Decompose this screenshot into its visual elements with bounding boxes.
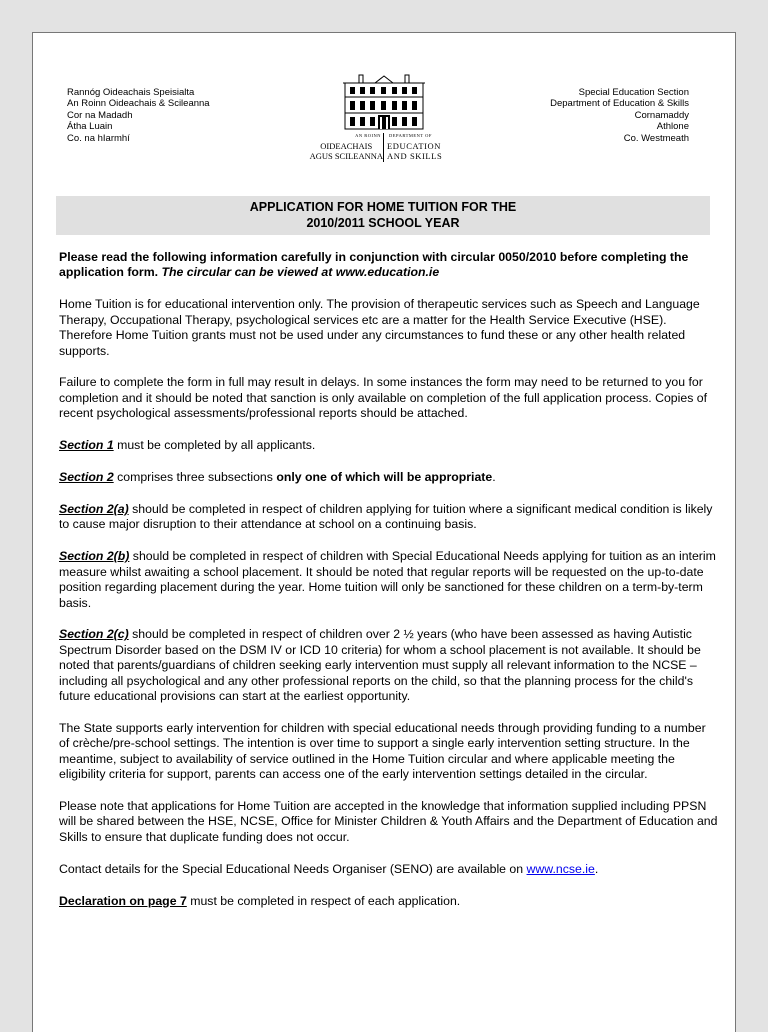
declaration-label: Declaration on page 7 xyxy=(59,893,187,908)
english-address-line: Athlone xyxy=(656,121,689,133)
section-1-label: Section 1 xyxy=(59,438,114,453)
irish-address-line: Átha Luain xyxy=(67,121,113,133)
section-2b-label: Section 2(b) xyxy=(59,549,130,564)
section-2a-label: Section 2(a) xyxy=(59,501,129,516)
contact-end: . xyxy=(594,861,599,876)
contact-paragraph xyxy=(59,862,719,877)
failure-to-complete-paragraph: Failure to complete the form in full may result in delays. In some instances the form may need to be returned to you for completion and it should be noted that sanction is only available on completion of the full application process. Copies of recent psychological assessments/professional reports should be attached. xyxy=(59,375,708,421)
section-2-end: . xyxy=(492,470,496,485)
english-address-line: Special Education Section xyxy=(578,87,689,98)
section-2b-paragraph xyxy=(59,549,719,611)
contact-text: Contact details for the Special Educational Needs Organiser (SENO) are available on xyxy=(59,861,527,876)
section-2a-text: should be completed in respect of children applying for tuition where a significant medical condition is likely to cause major disruption to their attendance at school on a continuing basis. xyxy=(59,501,713,532)
logo-divider xyxy=(383,133,384,162)
irish-address-line: Co. na hIarmhí xyxy=(67,132,130,144)
ncse-link[interactable]: www.ncse.ie xyxy=(526,861,595,876)
document-title xyxy=(56,196,710,235)
logo-small-irish: AN ROINN xyxy=(355,133,381,138)
department-logo xyxy=(309,73,459,173)
logo-small-english: DEPARTMENT OF xyxy=(389,133,432,138)
section-1-text: must be completed by all applicants. xyxy=(113,438,316,453)
section-2b-text: should be completed in respect of children with Special Educational Needs applying for tuition as an interim measure whilst awaiting a school placement. It should be noted that regular reports will be requested on the up-to-date position regarding placement during the year. Home tuition will only be sanctioned for these children on a term-by-term basis. xyxy=(59,549,716,610)
intro-circular-note: The circular can be viewed at www.education.ie xyxy=(161,265,440,280)
english-address-line: Co. Westmeath xyxy=(623,132,689,144)
title-line-2: 2010/2011 SCHOOL YEAR xyxy=(306,216,460,230)
section-2c-paragraph xyxy=(59,627,719,704)
section-2-emphasis: only one of which will be appropriate xyxy=(276,470,493,485)
declaration-text: must be completed in respect of each application. xyxy=(186,893,461,908)
section-2-label: Section 2 xyxy=(59,470,114,485)
irish-address-line: Cor na Madadh xyxy=(67,109,133,121)
irish-address xyxy=(67,87,210,144)
logo-irish-name xyxy=(310,141,383,161)
section-2a-paragraph xyxy=(59,502,719,533)
document-body xyxy=(59,250,719,926)
logo-english-line: AND SKILLS xyxy=(387,151,443,161)
logo-english-line: EDUCATION xyxy=(387,141,442,151)
logo-irish-line: AGUS SCILEANNA xyxy=(309,151,383,161)
government-building-icon xyxy=(341,73,427,131)
intro-bold-text: Please read the following information carefully in conjunction with circular 0050/2010 before completing the application form. xyxy=(59,250,689,280)
english-address-line: Cornamaddy xyxy=(634,109,689,121)
intro-paragraph xyxy=(59,250,719,281)
logo-irish-line: OIDEACHAIS xyxy=(320,141,373,151)
english-address xyxy=(550,87,689,144)
section-2c-label: Section 2(c) xyxy=(59,627,129,642)
declaration-paragraph xyxy=(59,894,719,909)
title-line-1: APPLICATION FOR HOME TUITION FOR THE xyxy=(249,200,517,214)
ppsn-sharing-paragraph: Please note that applications for Home Tuition are accepted in the knowledge that information supplied including PPSN will be shared between the HSE, NCSE, Office for Minister Children & Youth Affairs and the Department of Education and Skills to ensure that duplicate funding does not occur. xyxy=(59,799,718,844)
section-1-paragraph xyxy=(59,438,719,453)
section-2-paragraph xyxy=(59,470,719,485)
english-address-line: Department of Education & Skills xyxy=(550,98,689,110)
section-2-text: comprises three subsections xyxy=(113,470,277,485)
irish-address-line: Rannóg Oideachais Speisialta xyxy=(67,87,195,98)
section-2c-text: should be completed in respect of children over 2 ½ years (who have been assessed as having Autistic Spectrum Disorder based on the DSM IV or ICD 10 criteria) for whom a school placement is not available. It should be noted that parents/guardians of children seeking early intervention must supply all relevant information to the NCSE – including all psychological and any other professional reports on the child, so that the planning process for the child's future educational provisions can start at the earliest opportunity. xyxy=(59,627,701,704)
logo-english-name xyxy=(387,141,442,161)
irish-address-line: An Roinn Oideachais & Scileanna xyxy=(67,98,210,110)
therapeutic-services-paragraph: Home Tuition is for educational intervention only. The provision of therapeutic services such as Speech and Language Therapy, Occupational Therapy, psychological services etc are a matter for the Health Service Executive (HSE). Therefore Home Tuition grants must not be used under any circumstances to fund these or any other health related supports. xyxy=(59,297,700,358)
document-page xyxy=(32,32,736,1032)
early-intervention-paragraph: The State supports early intervention for children with special educational needs through providing funding to a number of crèche/pre-school settings. The intention is over time to support a single early intervention setting structure. In the meantime, subject to availability of service outlined in the Home Tuition circular and where applicable meeting the eligibility criteria for support, parents can access one of the early intervention settings detailed in the circular. xyxy=(59,720,706,782)
